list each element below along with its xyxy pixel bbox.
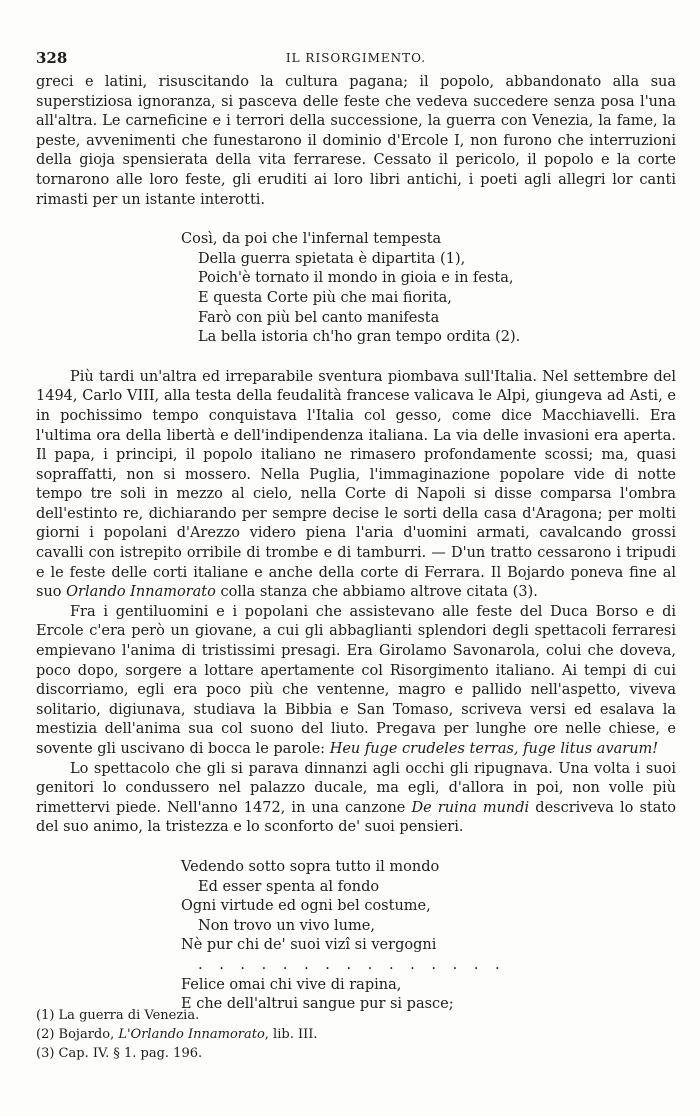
ellipsis-dots: . . . . . . . . . . . . . . . — [198, 956, 506, 973]
page-number: 328 — [36, 49, 68, 67]
footnote-1: (1) La guerra di Venezia. — [36, 1008, 200, 1023]
verse-block-savonarola — [36, 858, 676, 1015]
verse-line: Poich'è tornato il mondo in gioia e in festa, — [198, 270, 514, 287]
verse-line: La bella istoria ch'ho gran tempo ordita (2). — [198, 329, 521, 346]
footnotes — [36, 1006, 676, 1063]
verse-line: E che dell'altrui sangue pur si pasce; — [181, 996, 454, 1013]
footnote-2 — [36, 1025, 676, 1044]
verse-block-bojardo — [36, 230, 676, 348]
paragraph-carlo-viii — [36, 368, 676, 603]
verse-line: Felice omai chi vive di rapina, — [181, 976, 402, 993]
paragraph-text: Più tardi un'altra ed irreparabile sventura piombava sull'Italia. Nel settembre del 1494, Carlo VIII, alla testa della feudalità francese valicava le Alpi, giungeva ad Asti, e in pochissimo tempo conquistava l'Italia col gesso, come dice Macchiavelli. Era l'ultima ora della libertà e dell'indipendenza italiana. La via delle invasioni era aperta. Il papa, i principi, il popolo italiano ne rimasero profondamente scossi; ma, quasi sopraffatti, non si mossero. Nella Puglia, l'immaginazione popolare vide di notte tempo tre soli in mezzo al cielo, nella Corte di Napoli si disse comparsa l'ombra dell'estinto re, dichiarando per sempre decise le sorti della casa d'Aragona; per molti giorni i popolani d'Arezzo videro piena l'aria d'uomini armati, cavalcando grossi cavalli con istrepito orribile di trombe e di tamburri. — D'un tratto cessarono i tripudi e le feste delle corti italiane e anche della corte di Ferrara. Il Bojardo poneva fine al suo — [36, 368, 676, 601]
verse-line: Farò con più bel canto manifesta — [198, 309, 440, 326]
paragraph-text: Lo spettacolo che gli si parava dinnanzi agli occhi gli ripugnava. Una volta i suoi genitori lo condussero nel palazzo ducale, ma egli, d'allora in poi, non volle più rimettervi piede. Nell'anno 1472, in una canzone — [36, 760, 676, 816]
verse-line: Così, da poi che l'infernal tempesta — [181, 231, 442, 248]
verse-line: Non trovo un vivo lume, — [198, 917, 375, 934]
italic-quote: Heu fuge crudeles terras, fuge litus avarum! — [329, 741, 659, 757]
paragraph-text: colla stanza che abbiamo altrove citata (3). — [215, 584, 538, 601]
italic-title: L'Orlando Innamorato — [118, 1027, 265, 1042]
verse-line: Della guerra spietata è dipartita (1), — [198, 250, 466, 267]
running-head: IL RISORGIMENTO. — [285, 51, 427, 65]
verse-line: Ogni virtude ed ogni bel costume, — [181, 898, 431, 915]
paragraph-text: descriveva lo stato del suo animo, la tristezza e lo sconforto de' suoi pensieri. — [36, 799, 676, 836]
page-body — [36, 73, 676, 1035]
paragraph-continued: greci e latini, risuscitando la cultura pagana; il popolo, abbandonato alla sua superstiziosa ignoranza, si pasceva delle feste che vedeva succedere senza posa l'una all'altra. Le carneficine e i terrori della successione, la guerra con Venezia, la fame, la peste, avvenimenti che funestarono il dominio d'Ercole I, non furono che interruzioni della gioja spensierata della vita ferrarese. Cessato il pericolo, il popolo e la corte tornarono alle loro feste, gli eruditi ai loro libri antichi, i poeti agli allegri lor canti rimasti per un istante interotti. — [36, 74, 676, 208]
italic-title: Orlando Innamorato — [66, 584, 216, 601]
verse-line: Vedendo sotto sopra tutto il mondo — [181, 858, 440, 875]
footnote-text: (2) Bojardo, — [36, 1027, 119, 1042]
footnote-text: , lib. III. — [264, 1027, 318, 1042]
verse-line: Nè pur chi de' suoi vizî si vergogni — [181, 937, 437, 954]
page-header — [36, 49, 676, 71]
verse-line: Ed esser spenta al fondo — [198, 878, 380, 895]
paragraph-savonarola — [36, 603, 676, 760]
paragraph-text: Fra i gentiluomini e i popolani che assistevano alle feste del Duca Borso e di Ercole c'era però un giovane, a cui gli abbaglianti splendori degli spettacoli ferraresi empievano l'anima di tristissimi presagi. Era Girolamo Savonarola, colui che doveva, poco dopo, sorgere a lottare apertamente col Risorgimento italiano. Ai tempi di cui discorriamo, egli era poco più che ventenne, magro e pallido nell'aspetto, viveva solitario, digiunava, studiava la Bibbia e San Tomaso, scriveva versi ed esalava la mestizia dell'anima sua col suono del liuto. Pregava per lunghe ore nelle chiese, e sovente gli uscivano di bocca le parole: — [36, 603, 676, 757]
footnote-3: (3) Cap. IV. § 1. pag. 196. — [36, 1046, 203, 1061]
italic-title: De ruina mundi — [411, 799, 530, 816]
paragraph-de-ruina-mundi — [36, 760, 676, 838]
verse-line: E questa Corte più che mai fiorita, — [198, 289, 452, 306]
